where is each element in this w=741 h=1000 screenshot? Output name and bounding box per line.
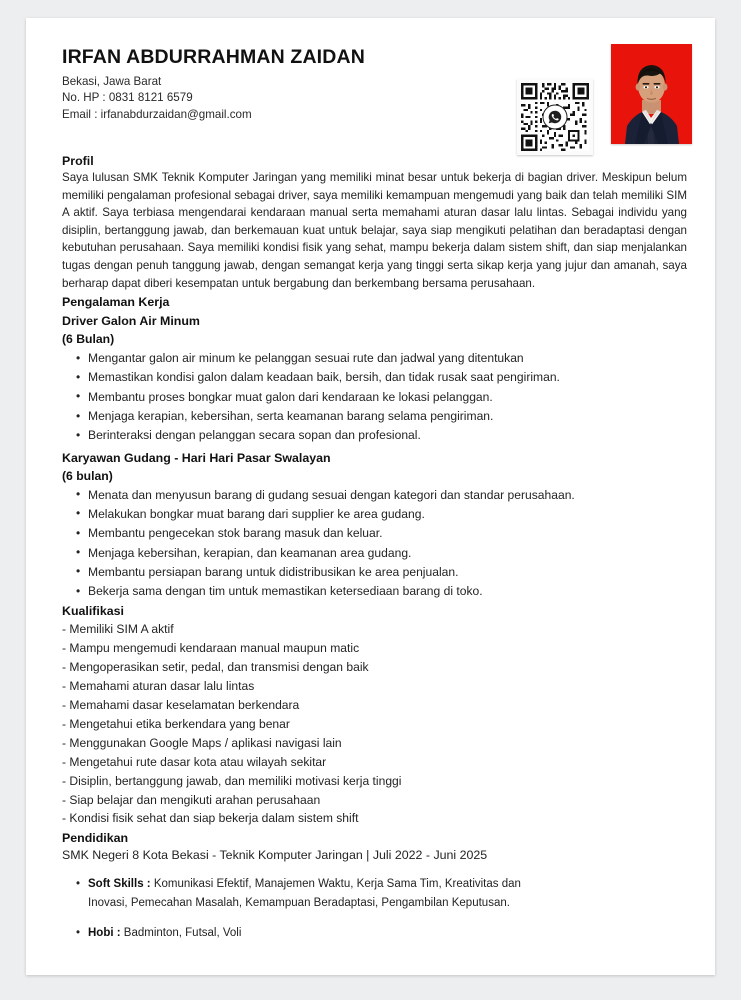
list-item: - Mengoperasikan setir, pedal, dan transmisi dengan baik	[62, 660, 369, 675]
list-item: • Membantu persiapan barang untuk didistribusikan ke area penjualan.	[62, 563, 687, 582]
job-duration: (6 Bulan)	[62, 332, 115, 347]
list-item: • Menjaga kebersihan, kerapian, dan keamanan area gudang.	[62, 544, 687, 563]
job-title: Driver Galon Air Minum	[62, 314, 200, 329]
hobi-value: Badminton, Futsal, Voli	[120, 927, 242, 940]
experience-entry	[62, 451, 687, 602]
list-item: - Kondisi fisik sehat dan siap bekerja dalam sistem shift	[62, 811, 359, 826]
list-item: • Berinteraksi dengan pelanggan secara sopan dan profesional.	[62, 426, 687, 445]
job-duration: (6 bulan)	[62, 468, 113, 483]
education-entry: SMK Negeri 8 Kota Bekasi - Teknik Komputer Jaringan | Juli 2022 - Juni 2025	[62, 848, 488, 863]
hobi-label: Hobi :	[88, 927, 121, 940]
contact-email: Email : irfanabdurzaidan@gmail.com	[62, 107, 252, 121]
section-heading-education: Pendidikan	[62, 831, 129, 846]
list-item: - Menggunakan Google Maps / aplikasi navigasi lain	[62, 735, 342, 750]
extras-list	[62, 875, 687, 943]
list-item: • Melakukan bongkar muat barang dari supplier ke area gudang.	[62, 505, 687, 524]
list-item: • Menjaga kerapian, kebersihan, serta keamanan barang selama pengiriman.	[62, 407, 687, 426]
resume-page	[26, 18, 715, 975]
profile-photo	[611, 44, 692, 144]
list-item: • Memastikan kondisi galon dalam keadaan baik, bersih, dan tidak rusak saat pengiriman.	[62, 368, 687, 387]
list-item: - Memahami dasar keselamatan berkendara	[62, 698, 300, 713]
portrait-illustration	[611, 44, 692, 144]
job-title: Karyawan Gudang - Hari Hari Pasar Swalayan	[62, 450, 331, 465]
list-item: • Menata dan menyusun barang di gudang sesuai dengan kategori dan standar perusahaan.	[62, 486, 687, 505]
list-item	[62, 875, 562, 913]
list-item: - Memiliki SIM A aktif	[62, 622, 174, 637]
section-heading-experience: Pengalaman Kerja	[62, 295, 170, 310]
soft-skills-value: Komunikasi Efektif, Manajemen Waktu, Kerja Sama Tim, Kreativitas dan Inovasi, Pemecahan Masalah, Kemampuan Beradaptasi, Pengambilan Keputusan.	[88, 878, 521, 910]
profile-paragraph: Saya lulusan SMK Teknik Komputer Jaringan yang memiliki minat besar untuk bekerja di bagian driver. Meskipun belum memiliki pengalaman profesional sebagai driver, saya memiliki kemampuan mengemudi yang baik dan telah memiliki SIM A aktif. Saya terbiasa mengendarai kendaraan manual serta memahami aturan dasar lalu lintas. Sebagai individu yang disiplin, bertanggung jawab, dan berkemauan kuat untuk belajar, saya siap mengikuti pelatihan dan beradaptasi dengan kebutuhan perusahaan. Saya memiliki kondisi fisik yang sehat, mampu bekerja dalam sistem shift, dan siap menjalankan tugas dengan penuh tanggung jawab, dengan semangat kerja yang tinggi serta sikap kerja yang jujur dan amanah, saya berharap dapat diberi kesempatan untuk bergabung dan berkembang bersama perusahaan.	[62, 171, 687, 290]
list-item: - Mengetahui etika berkendara yang benar	[62, 716, 290, 731]
list-item: • Mengantar galon air minum ke pelanggan sesuai rute dan jadwal yang ditentukan	[62, 349, 687, 368]
resume-header	[62, 18, 687, 146]
list-item: - Disiplin, bertanggung jawab, dan memiliki motivasi kerja tinggi	[62, 773, 402, 788]
job-bullet-list	[62, 486, 687, 602]
list-item: - Mengetahui rute dasar kota atau wilayah sekitar	[62, 754, 327, 769]
section-heading-qualifications: Kualifikasi	[62, 604, 124, 619]
list-item: • Membantu pengecekan stok barang masuk dan keluar.	[62, 524, 687, 543]
contact-phone: No. HP : 0831 8121 6579	[62, 91, 193, 105]
section-heading-profile: Profil	[62, 154, 94, 168]
list-item: - Mampu mengemudi kendaraan manual maupun matic	[62, 641, 360, 656]
list-item	[62, 924, 562, 943]
whatsapp-icon	[543, 105, 568, 130]
whatsapp-qr-code[interactable]	[517, 79, 593, 155]
experience-entry	[62, 314, 687, 445]
job-bullet-list	[62, 349, 687, 445]
soft-skills-label: Soft Skills :	[88, 878, 151, 891]
list-item: • Membantu proses bongkar muat galon dari kendaraan ke lokasi pelanggan.	[62, 388, 687, 407]
list-item: • Bekerja sama dengan tim untuk memastikan ketersediaan barang di toko.	[62, 582, 687, 601]
qualification-list	[62, 620, 687, 828]
list-item: - Siap belajar dan mengikuti arahan perusahaan	[62, 792, 321, 807]
page-title: IRFAN ABDURRAHMAN ZAIDAN	[62, 46, 365, 68]
contact-info	[62, 74, 252, 123]
list-item: - Memahami aturan dasar lalu lintas	[62, 679, 255, 694]
contact-location: Bekasi, Jawa Barat	[62, 75, 162, 88]
